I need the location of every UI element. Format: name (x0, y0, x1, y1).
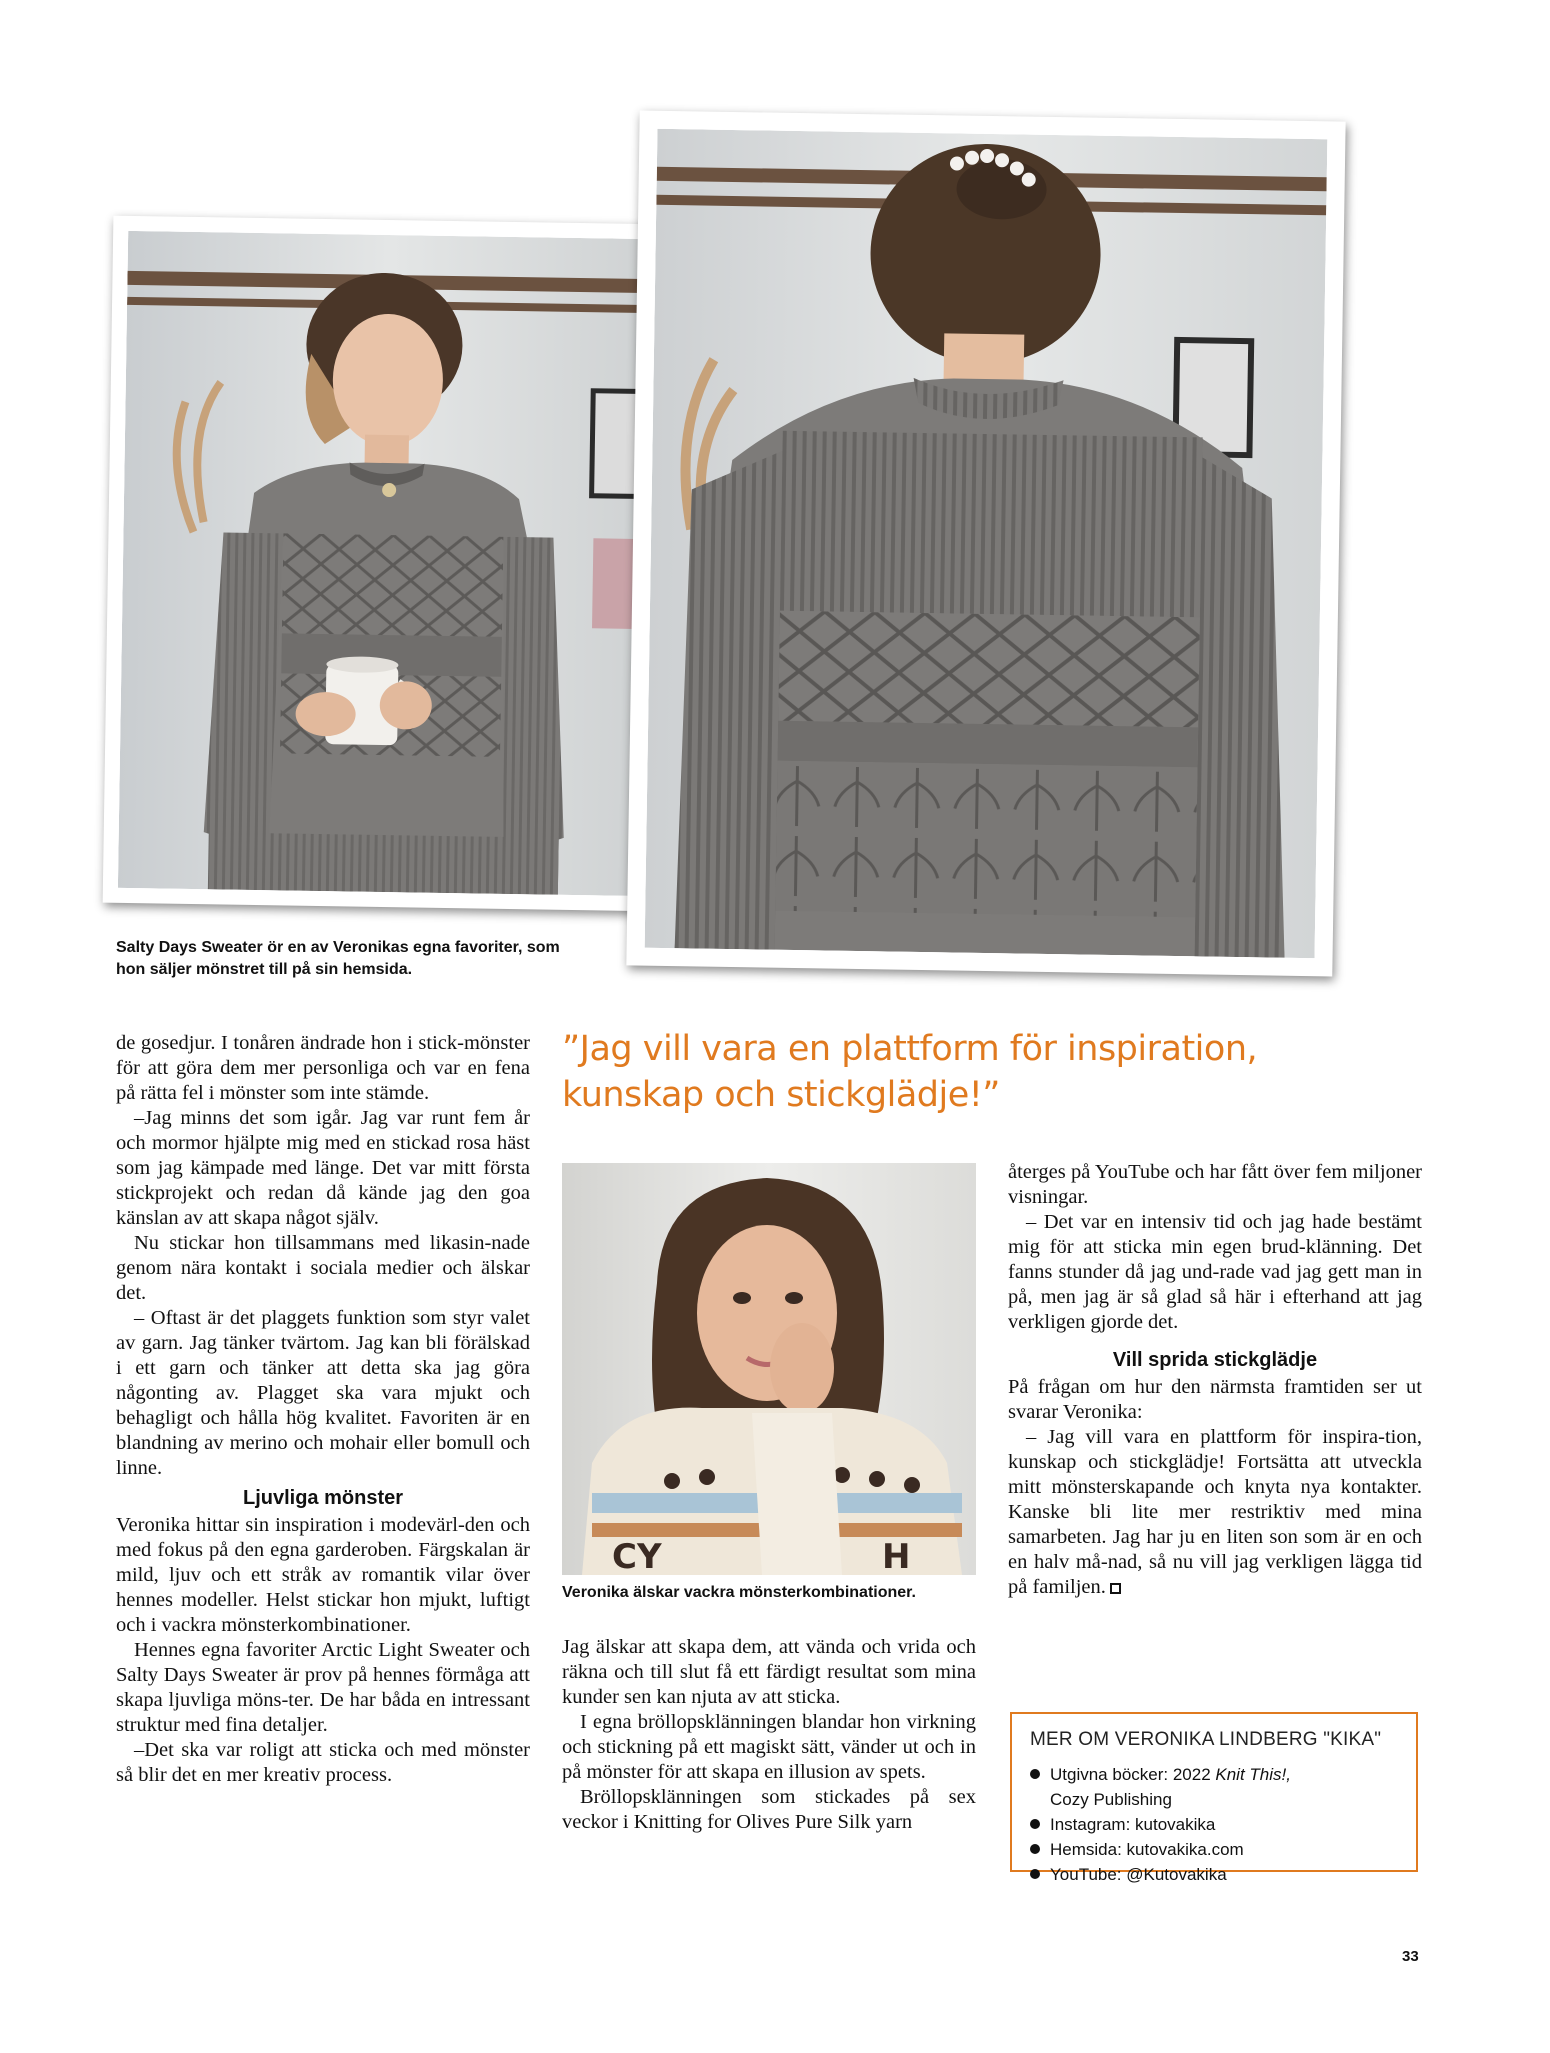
info-box-title: MER OM VERONIKA LINDBERG "KIKA" (1030, 1729, 1382, 1750)
paragraph-text: – Jag vill vara en plattform för inspira-tion, kunskap och stickglädje! Fortsätta att utveckla mitt mönsterskapande och knyta nya kontakter. Kanske bli lite mer restriktiv med mina samarbeten. Jag har ju en liten son som är en och en halv må-nad, så nu vill jag verkligen lägga tid på familjen. (1008, 1426, 1422, 1598)
photo-frame-back (626, 111, 1345, 977)
info-item-instagram (1030, 1812, 1398, 1837)
paragraph: Hennes egna favoriter Arctic Light Sweater och Salty Days Sweater är prov på hennes förmåga att skapa ljuvliga möns-ter. De har båda en intressant struktur med fina detaljer. (116, 1639, 530, 1736)
portrait-illustration (562, 1163, 976, 1575)
section-heading: Vill sprida stickglädje (1112, 1349, 1318, 1371)
end-mark-icon (1110, 1583, 1121, 1594)
sweater-front-illustration (118, 231, 652, 896)
paragraph: – Det var en intensiv tid och jag hade bestämt mig för att sticka min egen brud-klänning. Det fanns stunder då jag und-rade vad jag gett man in på, men jag är så glad så här i efterhand att jag verkligen gjorde det. (1008, 1211, 1422, 1333)
paragraph: Nu stickar hon tillsammans med likasin-nade genom nära kontakt i sociala medier och älskar det. (116, 1232, 530, 1304)
photo-sweater-front (118, 231, 652, 896)
info-item-label: Utgivna böcker: 2022 (1050, 1765, 1216, 1784)
paragraph: I egna bröllopsklänningen blandar hon virkning och stickning på ett magiskt sätt, vänder ut och in på mönster för att skapa en illusion av spets. (562, 1711, 976, 1783)
info-box (1010, 1712, 1418, 1884)
svg-text:CY: CY (612, 1537, 662, 1575)
photo-caption-bottom: Veronika älskar vackra mönsterkombinationer. (562, 1584, 916, 1601)
info-box-list (1030, 1762, 1398, 1887)
paragraph: På frågan om hur den närmsta framtiden ser ut svarar Veronika: (1008, 1376, 1422, 1423)
info-item-website (1030, 1837, 1398, 1862)
paragraph: Bröllopsklänningen som stickades på sex veckor i Knitting for Olives Pure Silk yarn (562, 1786, 976, 1833)
photo-frame-front (103, 216, 668, 912)
paragraph: de gosedjur. I tonåren ändrade hon i stick-mönster för att göra dem mer personliga och var en fena på rätta fel i mönster som inte stämde. (116, 1032, 530, 1104)
sweater-back-illustration (645, 129, 1328, 958)
paragraph: –Jag minns det som igår. Jag var runt fem år och mormor hjälpte mig med en stickad rosa häst som jag kämpade med länge. Det var mitt första stickprojekt och redan då kände jag den goa känslan av att skapa något själv. (116, 1107, 530, 1229)
article-column-1 (116, 1031, 530, 1788)
info-item-youtube (1030, 1862, 1398, 1887)
paragraph: Jag älskar att skapa dem, att vända och vrida och räkna och till slut få ett färdigt resultat som mina kunder sen kan njuta av att sticka. (562, 1636, 976, 1708)
page-number: 33 (1402, 1948, 1419, 1965)
photo-sweater-back (645, 129, 1328, 958)
photo-caption-top: Salty Days Sweater ör en av Veronikas egna favoriter, som hon säljer mönstret till på sin hemsida. (116, 939, 560, 978)
article-column-2 (562, 1635, 976, 1835)
pull-quote: ”Jag vill vara en plattform för inspiration, kunskap och stickglädje!” (562, 1029, 1258, 1115)
info-item-label: Instagram: kutovakika (1050, 1815, 1216, 1834)
paragraph: – Oftast är det plaggets funktion som styr valet av garn. Jag tänker tvärtom. Jag kan bli förälskad i ett garn och tänker att detta ska jag göra någonting av. Plagget ska vara mjukt och behagligt och hålla hög kvalitet. Favoriten är en blandning av merino och mohair eller bomull och linne. (116, 1307, 530, 1479)
photo-portrait (562, 1163, 976, 1575)
section-heading: Ljuvliga mönster (242, 1487, 404, 1509)
svg-text:H: H (882, 1537, 911, 1575)
book-title: Knit This!, (1215, 1765, 1291, 1784)
publisher: Cozy Publishing (1050, 1790, 1172, 1809)
paragraph (1008, 1425, 1422, 1600)
info-item-label: YouTube: @Kutovakika (1050, 1865, 1227, 1884)
paragraph: Veronika hittar sin inspiration i modevärl-den och med fokus på den egna garderoben. Färgskalan är mild, ljuv och ett stråk av romantik vilar över hennes modeller. Helst stickar hon mjukt, luftigt och i vackra mönsterkombinationer. (116, 1514, 530, 1636)
info-item-books (1030, 1762, 1398, 1812)
info-item-label: Hemsida: kutovakika.com (1050, 1840, 1244, 1859)
article-column-3 (1008, 1160, 1422, 1600)
paragraph: –Det ska var roligt att sticka och med mönster så blir det en mer kreativ process. (116, 1739, 530, 1786)
paragraph: återges på YouTube och har fått över fem miljoner visningar. (1008, 1161, 1422, 1208)
